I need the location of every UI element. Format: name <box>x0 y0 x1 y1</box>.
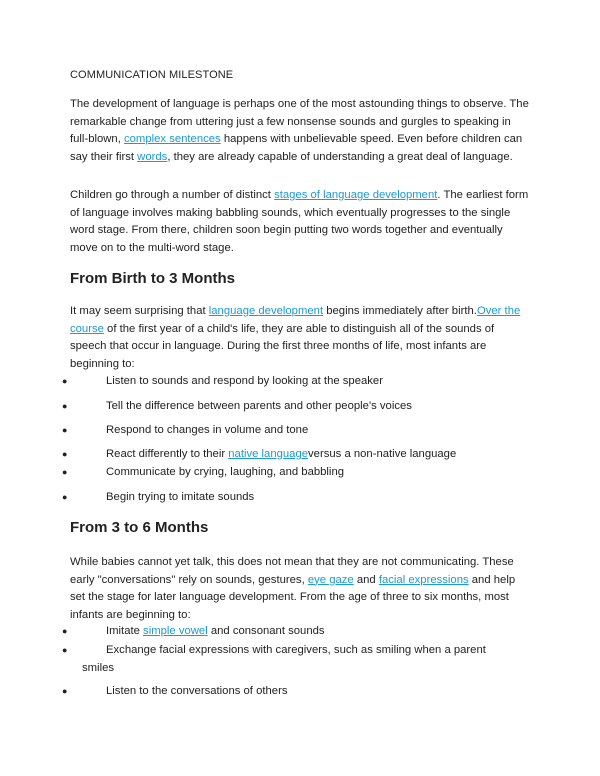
link-complex-sentences[interactable]: complex sentences <box>124 133 221 145</box>
bullet-icon: ● <box>62 376 68 386</box>
bullet-icon: ● <box>62 401 68 411</box>
intro-paragraph-1: The development of language is perhaps one of the most astounding things to observe. The remarkable change from uttering just a few nonsense sounds and gurgles to speaking in full-blown, complex sentences happens with unbelievable speed. Even before children can say their first words, they are already capable of understanding a great deal of language. <box>70 98 529 163</box>
section-heading-birth-to-3-months: From Birth to 3 Months <box>70 270 235 287</box>
section1-paragraph: It may seem surprising that language development begins immediately after birth.Over the course of the first year of a child's life, they are able to distinguish all of the sounds of speech that occur in language. During the first three months of life, most infants are beginning to: <box>70 305 521 370</box>
link-stages-of-language-development[interactable]: stages of language development <box>274 189 438 201</box>
link-language-development[interactable]: language development <box>208 305 324 317</box>
intro-paragraph-2: Children go through a number of distinct stages of language development. The earliest form of language involves making babbling sounds, which eventually progresses to the single word stage. From there, children soon begin putting two words together and eventually move on to the multi-word stage. <box>70 189 529 254</box>
bullet-icon: ● <box>62 645 68 655</box>
link-words[interactable]: words <box>137 150 168 163</box>
bullet-icon: ● <box>62 492 68 502</box>
bullet-icon: ● <box>62 626 68 636</box>
link-native-language[interactable]: native language <box>228 448 309 460</box>
link-over-the-course[interactable]: Over the course <box>70 305 521 335</box>
list-item: ● Exchange facial expressions with caregivers, such as smiling when a parent smiles <box>62 641 532 677</box>
bullet-icon: ● <box>62 449 68 459</box>
bullet-icon: ● <box>62 686 68 696</box>
document-page: COMMUNICATION MILESTONE The development of language is perhaps one of the most astounding things to observe. The remarkable change from uttering just a few nonsense sounds and gurgles to speaking in full-blown, complex sentences happens with unbelievable speed. Even before children can say their first words, they are already capable of understanding a great deal of language. Children go through a number of distinct stages of language development. The earliest form of language involves making babbling sounds, which eventually progresses to the single word stage. From there, children soon begin putting two words together and eventually move on to the multi-word stage. From Birth to 3 Months It may seem surprising that language development begins immediately after birth.Over the course of the first year of a child's life, they are able to distinguish all of the sounds of speech that occur in language. During the first three months of life, most infants are beginning to: ● Listen to sounds and respond by looking at the speaker ● Tell the difference between parents and other people's voices ● Respond to changes in volume and tone ● React differently to their native languageversus a non-native language ● Communicate by crying, laughing, and babbling ● Begin trying to imitate sounds From 3 to 6 Months While babies cannot yet talk, this does not mean that they are not communicating. These early "conversations" rely on sounds, gestures, eye gaze and facial expressions and help set the stage for later language development. From the age of three to six months, most infants are beginning to: ● Imitate simple vowel and consonant sounds ● Exchange facial expressions with caregivers, such as smiling when a parent smiles ● Listen to the conversations of others <box>0 0 600 776</box>
bullet-icon: ● <box>62 467 68 477</box>
section2-paragraph: While babies cannot yet talk, this does not mean that they are not communicating. These early "conversations" rely on sounds, gestures, eye gaze and facial expressions and help set the stage for later language development. From the age of three to six months, most infants are beginning to: <box>70 556 516 621</box>
link-simple-vowel[interactable]: simple vowel <box>143 625 208 637</box>
link-facial-expressions[interactable]: facial expressions <box>378 573 469 586</box>
document-title: COMMUNICATION MILESTONE <box>70 69 234 81</box>
bullet-icon: ● <box>62 425 68 435</box>
section-heading-3-to-6-months: From 3 to 6 Months <box>70 519 209 536</box>
link-eye-gaze[interactable]: eye gaze <box>307 573 354 586</box>
